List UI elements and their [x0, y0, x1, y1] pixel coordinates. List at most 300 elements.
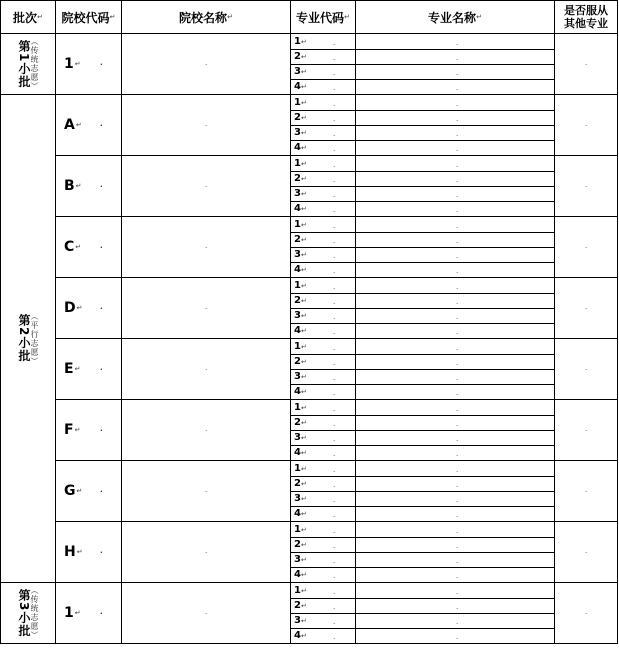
row-number-text: 2	[294, 478, 301, 489]
cell-marker: ·	[205, 366, 208, 374]
major-name-cell[interactable]	[355, 64, 555, 80]
para-mark: ↵	[300, 434, 307, 442]
school-code-cell[interactable]	[55, 155, 122, 217]
cell-marker: ·	[585, 183, 588, 191]
cell-marker: ·	[100, 549, 103, 557]
para-mark: ↵	[300, 388, 307, 396]
major-name-cell[interactable]	[355, 110, 555, 126]
school-name-cell[interactable]	[121, 521, 291, 583]
school-name-cell[interactable]	[121, 582, 291, 644]
major-code-cell[interactable]	[290, 262, 356, 278]
major-name-cell[interactable]	[355, 140, 555, 156]
batch-subtitle: （传统志愿）	[30, 37, 39, 91]
major-code-cell[interactable]	[290, 49, 356, 65]
major-code-cell[interactable]	[290, 125, 356, 141]
cell-marker: ·	[333, 544, 336, 552]
cell-marker: ·	[100, 244, 103, 252]
para-mark: ↵	[74, 426, 81, 434]
major-code-cell[interactable]	[290, 140, 356, 156]
major-name-cell[interactable]	[355, 171, 555, 187]
cell-marker: ·	[333, 498, 336, 506]
group-label: B	[64, 178, 75, 194]
row-number-text: 3	[294, 127, 301, 138]
row-number	[294, 174, 307, 184]
para-mark: ↵	[300, 175, 307, 183]
row-number	[294, 235, 307, 245]
cell-marker: ·	[100, 305, 103, 313]
para-mark: ↵	[76, 487, 83, 495]
cell-marker: ·	[333, 102, 336, 110]
cell-marker: ·	[456, 437, 459, 445]
cell-marker: ·	[205, 305, 208, 313]
major-name-cell[interactable]	[355, 293, 555, 309]
cell-marker: ·	[456, 224, 459, 232]
cell-marker: ·	[333, 361, 336, 369]
cell-marker: ·	[585, 122, 588, 130]
para-mark: ↵	[300, 129, 307, 137]
cell-marker: ·	[205, 549, 208, 557]
school-code-cell[interactable]	[55, 521, 122, 583]
major-name-cell[interactable]	[355, 537, 555, 553]
school-name-cell[interactable]	[121, 155, 291, 217]
major-code-cell[interactable]	[290, 582, 356, 599]
cell-marker: ·	[456, 86, 459, 94]
major-code-cell[interactable]	[290, 308, 356, 324]
major-code-cell[interactable]	[290, 476, 356, 492]
major-name-cell[interactable]	[355, 384, 555, 400]
cell-marker: ·	[333, 346, 336, 354]
major-code-cell[interactable]	[290, 628, 356, 644]
cell-marker: ·	[205, 61, 208, 69]
cell-marker: ·	[456, 315, 459, 323]
row-number	[294, 494, 307, 504]
para-mark: ↵	[300, 587, 307, 595]
group-label: G	[64, 483, 76, 499]
major-code-cell[interactable]	[290, 521, 356, 538]
cell-marker: ·	[456, 635, 459, 643]
row-number	[294, 281, 307, 291]
para-mark: ↵	[300, 465, 307, 473]
row-number	[294, 98, 307, 108]
para-mark: ↵	[75, 121, 82, 129]
cell-marker: ·	[585, 488, 588, 496]
row-number	[294, 296, 307, 306]
cell-marker: ·	[205, 183, 208, 191]
major-name-cell[interactable]	[355, 262, 555, 278]
cell-marker: ·	[585, 366, 588, 374]
school-code-cell[interactable]	[55, 399, 122, 461]
row-number	[294, 342, 307, 352]
row-number-text: 3	[294, 371, 301, 382]
group-label: 1	[64, 56, 74, 72]
cell-marker: ·	[456, 56, 459, 64]
row-number-text: 4	[294, 142, 301, 153]
major-code-cell[interactable]	[290, 354, 356, 370]
header-batch-text: 批次	[13, 10, 38, 25]
row-number	[294, 418, 307, 428]
school-code-cell[interactable]	[55, 460, 122, 522]
para-mark: ↵	[300, 358, 307, 366]
row-number-text: 2	[294, 173, 301, 184]
cell-marker: ·	[333, 620, 336, 628]
school-name-cell[interactable]	[121, 277, 291, 339]
row-number	[294, 464, 307, 474]
cell-marker: ·	[333, 193, 336, 201]
row-number-text: 1	[294, 36, 301, 47]
major-name-cell[interactable]	[355, 308, 555, 324]
major-name-cell[interactable]	[355, 598, 555, 614]
school-code-cell[interactable]	[55, 33, 122, 95]
obey-other-majors-cell[interactable]	[554, 33, 618, 95]
row-number	[294, 601, 307, 611]
major-code-cell[interactable]	[290, 201, 356, 217]
row-number-text: 3	[294, 493, 301, 504]
major-name-cell[interactable]	[355, 201, 555, 217]
school-name-cell[interactable]	[121, 338, 291, 400]
major-name-cell[interactable]	[355, 369, 555, 385]
cell-marker: ·	[100, 610, 103, 618]
major-code-cell[interactable]	[290, 506, 356, 522]
row-number-text: 1	[294, 524, 301, 535]
cell-marker: ·	[333, 391, 336, 399]
major-code-cell[interactable]	[290, 79, 356, 95]
major-name-cell[interactable]	[355, 476, 555, 492]
major-name-cell[interactable]	[355, 415, 555, 431]
group-label: A	[64, 117, 75, 133]
cell-marker: ·	[456, 361, 459, 369]
cell-marker: ·	[333, 178, 336, 186]
major-name-cell[interactable]	[355, 399, 555, 416]
cell-marker: ·	[100, 61, 103, 69]
cell-marker: ·	[456, 330, 459, 338]
batch-title: 第2小批	[17, 314, 31, 363]
major-code-cell[interactable]	[290, 171, 356, 187]
para-mark: ↵	[74, 365, 81, 373]
para-mark: ↵	[344, 13, 350, 21]
cell-marker: ·	[333, 590, 336, 598]
batch-subtitle: （传统志愿）	[30, 586, 39, 640]
para-mark: ↵	[227, 13, 233, 21]
major-name-cell[interactable]	[355, 491, 555, 507]
para-mark: ↵	[476, 13, 482, 21]
cell-marker: ·	[100, 366, 103, 374]
header-school-code-text: 院校代码	[61, 10, 110, 25]
major-name-cell[interactable]	[355, 354, 555, 370]
major-code-cell[interactable]	[290, 491, 356, 507]
row-number	[294, 204, 307, 214]
major-name-cell[interactable]	[355, 155, 555, 172]
major-name-cell[interactable]	[355, 628, 555, 644]
row-number	[294, 448, 307, 458]
major-name-cell[interactable]	[355, 33, 555, 50]
major-name-cell[interactable]	[355, 567, 555, 583]
para-mark: ↵	[37, 13, 43, 21]
major-code-cell[interactable]	[290, 277, 356, 294]
cell-marker: ·	[456, 239, 459, 247]
major-name-cell[interactable]	[355, 552, 555, 568]
row-number-text: 3	[294, 310, 301, 321]
school-code-cell[interactable]	[55, 94, 122, 156]
major-code-cell[interactable]	[290, 186, 356, 202]
major-code-cell[interactable]	[290, 369, 356, 385]
cell-marker: ·	[456, 163, 459, 171]
para-mark: ↵	[75, 182, 82, 190]
school-code-cell[interactable]	[55, 582, 122, 644]
major-code-cell[interactable]	[290, 430, 356, 446]
major-code-cell[interactable]	[290, 399, 356, 416]
row-number	[294, 220, 307, 230]
major-name-cell[interactable]	[355, 582, 555, 599]
row-number-text: 1	[294, 97, 301, 108]
cell-marker: ·	[456, 178, 459, 186]
row-number-text: 2	[294, 112, 301, 123]
major-code-cell[interactable]	[290, 598, 356, 614]
major-name-cell[interactable]	[355, 277, 555, 294]
header-batch	[0, 0, 56, 34]
major-code-cell[interactable]	[290, 338, 356, 355]
major-name-cell[interactable]	[355, 430, 555, 446]
school-name-cell[interactable]	[121, 460, 291, 522]
batch-title: 第1小批	[17, 39, 31, 89]
para-mark: ↵	[300, 602, 307, 610]
row-number	[294, 372, 307, 382]
major-code-cell[interactable]	[290, 415, 356, 431]
cell-marker: ·	[456, 468, 459, 476]
para-mark: ↵	[76, 548, 83, 556]
group-label: D	[64, 300, 76, 316]
cell-marker: ·	[456, 498, 459, 506]
major-name-cell[interactable]	[355, 521, 555, 538]
para-mark: ↵	[74, 60, 81, 68]
para-mark: ↵	[300, 99, 307, 107]
cell-marker: ·	[333, 163, 336, 171]
row-number-text: 4	[294, 569, 301, 580]
row-number	[294, 128, 307, 138]
row-number-text: 1	[294, 341, 301, 352]
para-mark: ↵	[300, 449, 307, 457]
major-code-cell[interactable]	[290, 247, 356, 263]
cell-marker: ·	[333, 422, 336, 430]
cell-marker: ·	[585, 427, 588, 435]
obey-other-majors-cell[interactable]	[554, 582, 618, 644]
cell-marker: ·	[456, 483, 459, 491]
row-number	[294, 555, 307, 565]
row-number-text: 4	[294, 386, 301, 397]
major-name-cell[interactable]	[355, 216, 555, 233]
header-major-code-text: 专业代码	[296, 10, 345, 25]
row-number	[294, 433, 307, 443]
obey-other-majors-cell[interactable]	[554, 216, 618, 278]
major-code-cell[interactable]	[290, 537, 356, 553]
obey-other-majors-cell[interactable]	[554, 399, 618, 461]
major-code-cell[interactable]	[290, 216, 356, 233]
major-code-cell[interactable]	[290, 567, 356, 583]
major-name-cell[interactable]	[355, 506, 555, 522]
school-name-cell[interactable]	[121, 216, 291, 278]
para-mark: ↵	[300, 571, 307, 579]
cell-marker: ·	[100, 122, 103, 130]
row-number	[294, 631, 307, 641]
para-mark: ↵	[300, 205, 307, 213]
cell-marker: ·	[333, 71, 336, 79]
obey-other-majors-cell[interactable]	[554, 521, 618, 583]
row-number-text: 1	[294, 280, 301, 291]
para-mark: ↵	[300, 251, 307, 259]
header-major-code	[290, 0, 356, 34]
para-mark: ↵	[300, 343, 307, 351]
para-mark: ↵	[300, 114, 307, 122]
cell-marker: ·	[456, 285, 459, 293]
major-code-cell[interactable]	[290, 293, 356, 309]
cell-marker: ·	[333, 315, 336, 323]
para-mark: ↵	[300, 83, 307, 91]
school-name-cell[interactable]	[121, 399, 291, 461]
para-mark: ↵	[300, 190, 307, 198]
cell-marker: ·	[456, 102, 459, 110]
group-label: F	[64, 422, 74, 438]
para-mark: ↵	[300, 68, 307, 76]
row-number	[294, 82, 307, 92]
para-mark: ↵	[300, 266, 307, 274]
row-number	[294, 525, 307, 535]
major-code-cell[interactable]	[290, 155, 356, 172]
row-number	[294, 189, 307, 199]
cell-marker: ·	[585, 244, 588, 252]
school-name-cell[interactable]	[121, 33, 291, 95]
major-code-cell[interactable]	[290, 94, 356, 111]
row-number	[294, 250, 307, 260]
cell-marker: ·	[456, 41, 459, 49]
major-code-cell[interactable]	[290, 552, 356, 568]
group-label: 1	[64, 605, 74, 621]
cell-marker: ·	[456, 300, 459, 308]
row-number	[294, 159, 307, 169]
major-code-cell[interactable]	[290, 323, 356, 339]
major-name-cell[interactable]	[355, 232, 555, 248]
major-code-cell[interactable]	[290, 384, 356, 400]
para-mark: ↵	[300, 373, 307, 381]
cell-marker: ·	[456, 391, 459, 399]
para-mark: ↵	[300, 160, 307, 168]
group-label: C	[64, 239, 75, 255]
obey-other-majors-cell[interactable]	[554, 94, 618, 156]
cell-marker: ·	[333, 376, 336, 384]
cell-marker: ·	[333, 483, 336, 491]
cell-marker: ·	[456, 422, 459, 430]
row-number	[294, 52, 307, 62]
major-name-cell[interactable]	[355, 49, 555, 65]
obey-other-majors-cell[interactable]	[554, 277, 618, 339]
major-code-cell[interactable]	[290, 613, 356, 629]
row-number	[294, 113, 307, 123]
cell-marker: ·	[333, 330, 336, 338]
cell-marker: ·	[333, 437, 336, 445]
row-number-text: 3	[294, 432, 301, 443]
school-code-cell[interactable]	[55, 277, 122, 339]
row-number-text: 4	[294, 508, 301, 519]
major-name-cell[interactable]	[355, 94, 555, 111]
school-code-cell[interactable]	[55, 338, 122, 400]
row-number-text: 4	[294, 264, 301, 275]
major-name-cell[interactable]	[355, 323, 555, 339]
major-name-cell[interactable]	[355, 460, 555, 477]
para-mark: ↵	[300, 495, 307, 503]
para-mark: ↵	[109, 13, 116, 21]
major-code-cell[interactable]	[290, 64, 356, 80]
row-number-text: 2	[294, 234, 301, 245]
major-code-cell[interactable]	[290, 110, 356, 126]
major-code-cell[interactable]	[290, 460, 356, 477]
batch-subtitle: （平行志愿）	[30, 311, 39, 366]
cell-marker: ·	[456, 559, 459, 567]
cell-marker: ·	[333, 269, 336, 277]
cell-marker: ·	[205, 488, 208, 496]
obey-other-majors-cell[interactable]	[554, 338, 618, 400]
cell-marker: ·	[333, 239, 336, 247]
cell-marker: ·	[100, 183, 103, 191]
cell-marker: ·	[333, 574, 336, 582]
row-number-text: 1	[294, 463, 301, 474]
cell-marker: ·	[456, 605, 459, 613]
header-obey-line2: 其他专业	[564, 17, 608, 30]
row-number-text: 4	[294, 203, 301, 214]
para-mark: ↵	[300, 617, 307, 625]
group-label: H	[64, 544, 76, 560]
cell-marker: ·	[333, 56, 336, 64]
para-mark: ↵	[300, 510, 307, 518]
obey-other-majors-cell[interactable]	[554, 155, 618, 217]
para-mark: ↵	[76, 304, 83, 312]
para-mark: ↵	[300, 144, 307, 152]
major-name-cell[interactable]	[355, 338, 555, 355]
major-name-cell[interactable]	[355, 613, 555, 629]
cell-marker: ·	[456, 132, 459, 140]
cell-marker: ·	[333, 513, 336, 521]
row-number-text: 4	[294, 447, 301, 458]
row-number	[294, 387, 307, 397]
row-number-text: 4	[294, 325, 301, 336]
row-number-text: 1	[294, 402, 301, 413]
batch-title: 第3小批	[17, 588, 31, 638]
school-name-cell[interactable]	[121, 94, 291, 156]
major-name-cell[interactable]	[355, 79, 555, 95]
obey-other-majors-cell[interactable]	[554, 460, 618, 522]
para-mark: ↵	[300, 526, 307, 534]
cell-marker: ·	[333, 86, 336, 94]
batch-cell	[0, 94, 56, 583]
group-label: E	[64, 361, 74, 377]
major-name-cell[interactable]	[355, 186, 555, 202]
cell-marker: ·	[456, 620, 459, 628]
major-code-cell[interactable]	[290, 445, 356, 461]
row-number-text: 2	[294, 417, 301, 428]
cell-marker: ·	[205, 427, 208, 435]
major-name-cell[interactable]	[355, 445, 555, 461]
cell-marker: ·	[585, 549, 588, 557]
major-name-cell[interactable]	[355, 247, 555, 263]
school-code-cell[interactable]	[55, 216, 122, 278]
cell-marker: ·	[333, 468, 336, 476]
cell-marker: ·	[456, 71, 459, 79]
para-mark: ↵	[300, 297, 307, 305]
para-mark: ↵	[300, 480, 307, 488]
major-code-cell[interactable]	[290, 33, 356, 50]
cell-marker: ·	[456, 254, 459, 262]
cell-marker: ·	[205, 610, 208, 618]
major-code-cell[interactable]	[290, 232, 356, 248]
major-name-cell[interactable]	[355, 125, 555, 141]
para-mark: ↵	[300, 312, 307, 320]
